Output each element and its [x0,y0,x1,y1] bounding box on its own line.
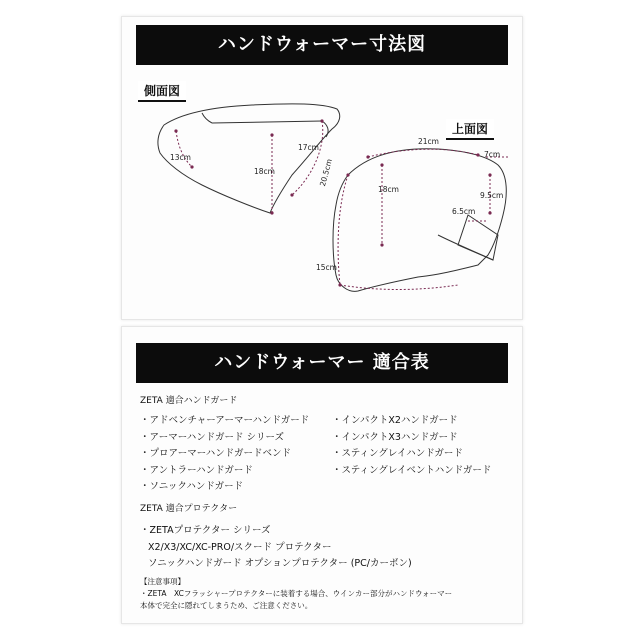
top-dim-7: 7cm [484,150,501,159]
list-item: ・アーマーハンドガード シリーズ [140,431,285,443]
top-dim-20-5: 20.5cm [318,157,334,188]
top-view-drawing [318,135,518,305]
notes-heading: 【注意事項】 [140,577,185,586]
protector-line-2: ソニックハンドガード オプションプロテクター (PC/カーボン) [148,558,412,569]
notes-line-2: 本体で完全に隠れてしまうため、ご注意ください。 [140,601,313,610]
side-dim-17: 17cm [298,143,319,152]
top-view-label: 上面図 [446,119,494,140]
protector-series: ・ZETAプロテクター シリーズ [140,525,271,536]
list-item: ・ソニックハンドガード [140,481,244,492]
notes-line-1: ・ZETA XCフラッシャープロテクターに装着する場合、ウインカー部分がハンドウォーマー [140,589,453,598]
handguard-list-left [140,413,309,496]
list-item: ・アドベンチャーアーマーハンドガード [140,415,310,426]
compatibility-title: ハンドウォーマー 適合表 [136,343,508,383]
side-dim-18: 18cm [254,167,275,176]
top-dim-9-5: 9.5cm [480,191,504,200]
handguard-heading: ZETA 適合ハンドガード [140,396,238,406]
list-item: ・スティングレイハンドガード [332,448,463,459]
list-item: ・インパクトX3ハンドガード [332,431,458,443]
list-item: ・インパクトX2ハンドガード [332,415,458,426]
dimensions-title: ハンドウォーマー寸法図 [136,25,508,65]
top-dim-6-5: 6.5cm [452,207,476,216]
handguard-list-right [332,413,491,479]
top-dim-21: 21cm [418,137,439,146]
list-item: ・プロアーマーハンドガードベンド [140,448,291,459]
protector-line-1: X2/X3/XC/XC-PRO/スクード プロテクター [148,542,332,553]
protector-heading: ZETA 適合プロテクター [140,504,238,514]
list-item: ・スティングレイベントハンドガード [332,464,492,476]
side-dim-13: 13cm [170,153,191,162]
list-item: ・アントラーハンドガード [140,464,253,476]
top-dim-15: 15cm [316,263,337,272]
dimensions-panel [121,16,523,320]
compatibility-panel [121,326,523,624]
side-view-label: 側面図 [138,81,186,102]
top-dim-18: 18cm [378,185,399,194]
